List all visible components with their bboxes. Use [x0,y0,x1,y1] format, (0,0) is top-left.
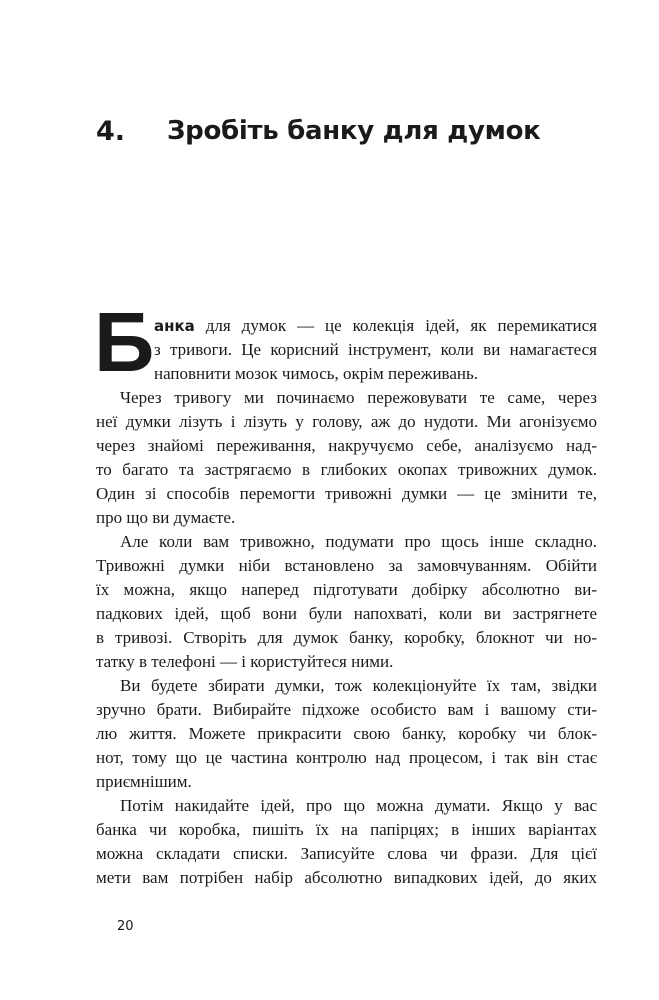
text-line: банка чи коробка, пишіть їх на папірцях; в інших варіантах [96,820,597,839]
text-line: приємнішим. [96,772,192,791]
text-line: можна складати списки. Записуйте слова чи фрази. Для цієї [96,844,597,863]
text-line: Ви будете збирати думки, тож колекціонуйте їх там, звідки [120,676,597,695]
text-line: Один зі способів перемогти тривожні думки — це змінити те, [96,484,597,503]
text-line: неї думки лізуть і лізуть у голову, аж до нудоти. Ми агонізуємо [96,412,597,431]
paragraph [96,530,597,674]
chapter-number: 4. [96,116,126,147]
paragraph [96,314,597,386]
text-line: в тривозі. Створіть для думок банку, коробку, блокнот чи но- [96,628,597,647]
lead-word: анка [154,317,195,335]
text-line: татку в телефоні — і користуйтеся ними. [96,652,394,671]
line-text: для думок — це колекція ідей, як перемикатися [194,316,597,335]
body-text [96,314,597,890]
text-line: лю життя. Можете прикрасити свою банку, коробку чи блок- [96,724,597,743]
text-line: зручно брати. Вибирайте підхоже особисто вам і вашому сти- [96,700,597,719]
text-line: то багато та застрягаємо в глибоких окопах тривожних думок. [96,460,597,479]
text-line: падкових ідей, щоб вони були напохваті, коли ви застрягнете [96,604,597,623]
text-line: через знайомі переживання, накручуємо себе, аналізуємо над- [96,436,597,455]
text-line: Потім накидайте ідей, про що можна думати. Якщо у вас [120,796,597,815]
text-line: наповнити мозок чимось, окрім переживань. [154,364,478,383]
text-line: Але коли вам тривожно, подумати про щось інше складно. [120,532,597,551]
text-line: їх можна, якщо наперед підготувати добірку абсолютно ви- [96,580,597,599]
text-line [154,314,597,338]
paragraph [96,794,597,890]
paragraph [96,386,597,530]
page-number: 20 [117,919,134,934]
paragraph [96,674,597,794]
text-line: мети вам потрібен набір абсолютно випадкових ідей, до яких [96,868,597,887]
text-line: з тривоги. Це корисний інструмент, коли ви намагаєтеся [154,340,597,359]
text-line: Через тривогу ми починаємо пережовувати те саме, через [120,388,597,407]
text-line: Тривожні думки ніби встановлено за замовчуванням. Обійти [96,556,597,575]
chapter-title: Зробіть банку для думок [167,116,541,146]
drop-cap: Б [94,295,155,389]
text-line: нот, тому що це частина контролю над процесом, і так він стає [96,748,597,767]
text-line: про що ви думаєте. [96,508,236,527]
